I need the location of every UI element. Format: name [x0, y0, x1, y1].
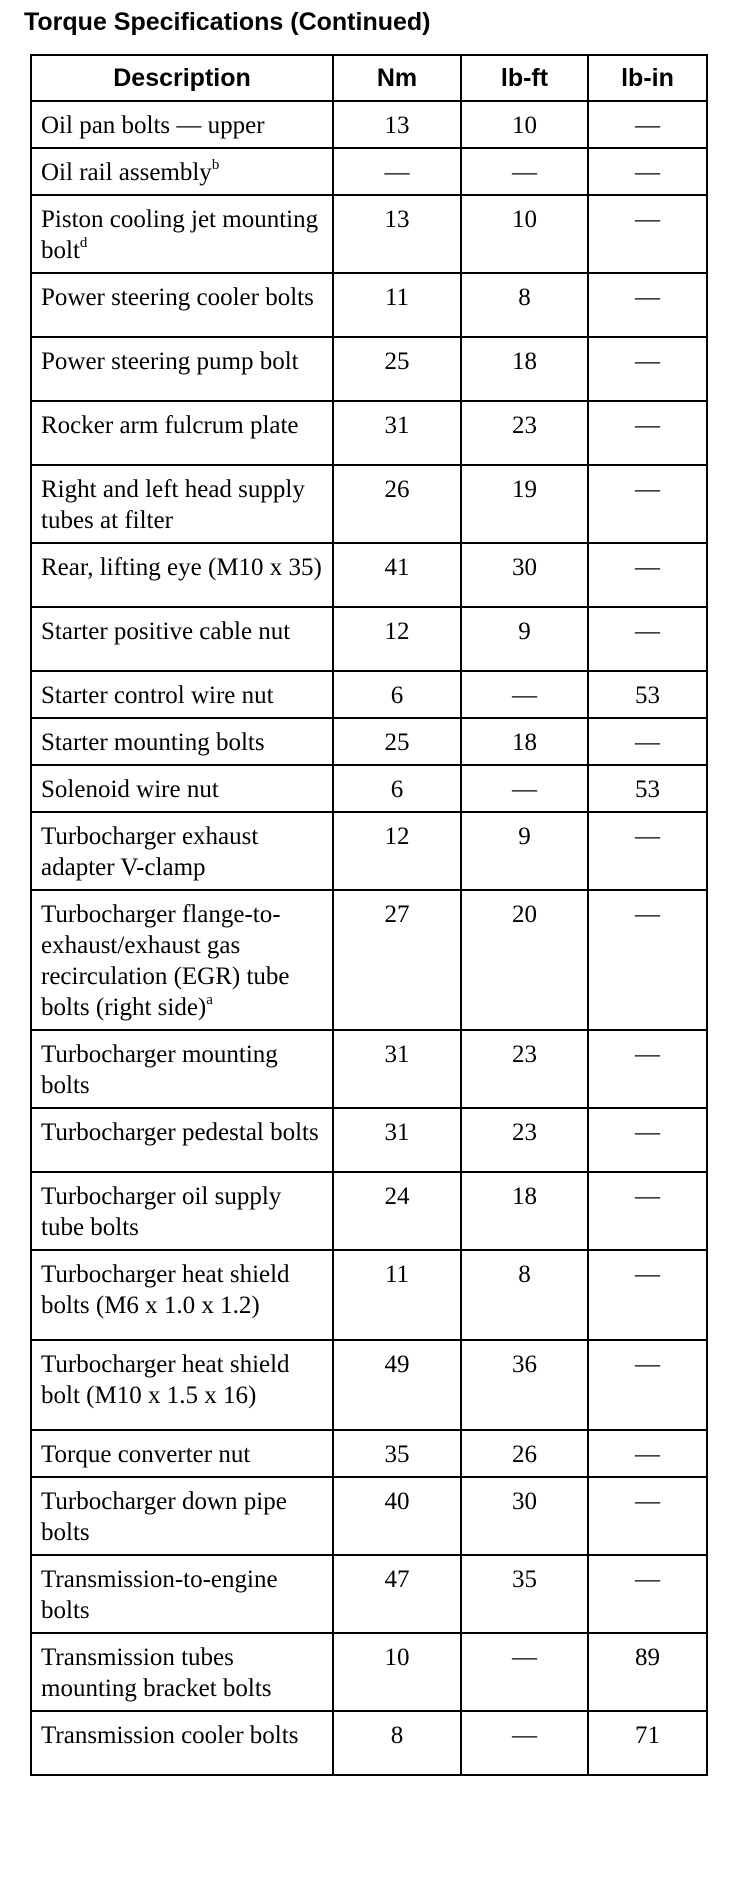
cell-lb-ft: 8: [461, 273, 588, 337]
description-text: Rear, lifting eye (M10 x 35): [41, 554, 322, 581]
cell-lb-ft: 9: [461, 607, 588, 671]
table-row: [31, 671, 707, 718]
description-text: Solenoid wire nut: [41, 776, 219, 803]
cell-lb-ft: —: [461, 1711, 588, 1775]
cell-lb-in: 53: [588, 765, 707, 812]
description-text: Starter positive cable nut: [41, 618, 291, 645]
cell-nm: 25: [333, 337, 461, 401]
description-text: Turbocharger mounting bolts: [41, 1041, 278, 1099]
cell-lb-in: —: [588, 1430, 707, 1477]
cell-lb-in: —: [588, 1030, 707, 1108]
cell-lb-in: —: [588, 1250, 707, 1340]
cell-lb-in: —: [588, 1477, 707, 1555]
cell-lb-ft: 35: [461, 1555, 588, 1633]
description-text: Oil rail assembly: [41, 159, 212, 186]
table-body: [31, 101, 707, 1775]
cell-lb-ft: 30: [461, 1477, 588, 1555]
cell-lb-ft: 10: [461, 195, 588, 273]
cell-nm: 24: [333, 1172, 461, 1250]
table-row: [31, 543, 707, 607]
table-row: [31, 812, 707, 890]
table-row: [31, 148, 707, 195]
description-text: Turbocharger down pipe bolts: [41, 1488, 287, 1546]
cell-description: [31, 337, 333, 401]
cell-lb-ft: 30: [461, 543, 588, 607]
table-row: [31, 1430, 707, 1477]
cell-nm: 27: [333, 890, 461, 1030]
description-text: Power steering cooler bolts: [41, 284, 314, 311]
cell-description: [31, 1108, 333, 1172]
cell-lb-in: —: [588, 812, 707, 890]
table-row: [31, 1172, 707, 1250]
cell-lb-ft: 26: [461, 1430, 588, 1477]
cell-nm: 8: [333, 1711, 461, 1775]
cell-nm: 31: [333, 1108, 461, 1172]
cell-description: [31, 718, 333, 765]
cell-lb-ft: 36: [461, 1340, 588, 1430]
cell-lb-in: —: [588, 195, 707, 273]
description-text: Rocker arm fulcrum plate: [41, 412, 299, 439]
cell-description: [31, 1633, 333, 1711]
description-text: Piston cooling jet mounting bolt: [41, 206, 319, 264]
description-text: Turbocharger heat shield bolts (M6 x 1.0 x 1.2): [41, 1261, 290, 1319]
cell-description: [31, 1711, 333, 1775]
description-text: Transmission cooler bolts: [41, 1722, 299, 1749]
cell-description: [31, 273, 333, 337]
description-text: Turbocharger oil supply tube bolts: [41, 1183, 282, 1241]
cell-description: [31, 543, 333, 607]
cell-lb-ft: 18: [461, 1172, 588, 1250]
cell-nm: 40: [333, 1477, 461, 1555]
cell-lb-ft: 18: [461, 718, 588, 765]
cell-description: [31, 1430, 333, 1477]
cell-nm: 13: [333, 195, 461, 273]
cell-nm: 47: [333, 1555, 461, 1633]
description-text: Turbocharger pedestal bolts: [41, 1119, 319, 1146]
cell-nm: 41: [333, 543, 461, 607]
cell-lb-ft: 20: [461, 890, 588, 1030]
cell-description: [31, 890, 333, 1030]
cell-lb-ft: 8: [461, 1250, 588, 1340]
header-lb-in: lb-in: [588, 55, 707, 101]
cell-lb-in: —: [588, 401, 707, 465]
cell-description: [31, 812, 333, 890]
table-row: [31, 718, 707, 765]
header-lb-ft: lb-ft: [461, 55, 588, 101]
table-row: [31, 401, 707, 465]
cell-description: [31, 1555, 333, 1633]
cell-description: [31, 1172, 333, 1250]
cell-lb-ft: 19: [461, 465, 588, 543]
description-text: Right and left head supply tubes at filter: [41, 476, 305, 534]
cell-description: [31, 1477, 333, 1555]
cell-lb-ft: 23: [461, 1030, 588, 1108]
description-text: Starter control wire nut: [41, 682, 274, 709]
table-row: [31, 1477, 707, 1555]
cell-lb-in: —: [588, 543, 707, 607]
table-row: [31, 1108, 707, 1172]
cell-lb-ft: —: [461, 765, 588, 812]
cell-nm: 12: [333, 812, 461, 890]
cell-lb-in: 53: [588, 671, 707, 718]
description-text: Oil pan bolts — upper: [41, 112, 265, 139]
cell-description: [31, 607, 333, 671]
cell-nm: 49: [333, 1340, 461, 1430]
cell-lb-in: —: [588, 718, 707, 765]
table-row: [31, 765, 707, 812]
table-row: [31, 890, 707, 1030]
cell-lb-in: —: [588, 148, 707, 195]
cell-nm: 35: [333, 1430, 461, 1477]
cell-lb-in: —: [588, 890, 707, 1030]
cell-lb-in: —: [588, 1108, 707, 1172]
cell-nm: 26: [333, 465, 461, 543]
table-header-row: [31, 55, 707, 101]
cell-lb-in: —: [588, 1172, 707, 1250]
cell-description: [31, 148, 333, 195]
cell-lb-in: —: [588, 1555, 707, 1633]
footnote-marker: d: [79, 234, 88, 251]
table-row: [31, 465, 707, 543]
cell-lb-ft: 9: [461, 812, 588, 890]
cell-lb-in: —: [588, 337, 707, 401]
cell-description: [31, 1250, 333, 1340]
cell-description: [31, 401, 333, 465]
table-row: [31, 1711, 707, 1775]
table-row: [31, 337, 707, 401]
cell-lb-in: —: [588, 101, 707, 148]
description-text: Torque converter nut: [41, 1441, 251, 1468]
cell-lb-in: 71: [588, 1711, 707, 1775]
cell-lb-ft: 23: [461, 1108, 588, 1172]
table-row: [31, 101, 707, 148]
cell-description: [31, 101, 333, 148]
cell-lb-ft: 23: [461, 401, 588, 465]
cell-lb-ft: 18: [461, 337, 588, 401]
cell-lb-in: 89: [588, 1633, 707, 1711]
cell-nm: 31: [333, 401, 461, 465]
description-text: Transmission-to-engine bolts: [41, 1566, 278, 1624]
table-row: [31, 1555, 707, 1633]
cell-lb-ft: —: [461, 148, 588, 195]
header-description: Description: [31, 55, 333, 101]
cell-description: [31, 465, 333, 543]
torque-spec-table: [30, 54, 708, 1776]
cell-lb-in: —: [588, 273, 707, 337]
footnote-marker: b: [211, 156, 220, 173]
description-text: Transmission tubes mounting bracket bolts: [41, 1644, 272, 1702]
cell-nm: 25: [333, 718, 461, 765]
table-row: [31, 1250, 707, 1340]
cell-nm: 13: [333, 101, 461, 148]
cell-description: [31, 765, 333, 812]
cell-description: [31, 195, 333, 273]
description-text: Power steering pump bolt: [41, 348, 299, 375]
footnote-marker: a: [206, 991, 213, 1008]
description-text: Turbocharger heat shield bolt (M10 x 1.5 x 16): [41, 1351, 290, 1409]
cell-nm: 31: [333, 1030, 461, 1108]
table-row: [31, 1633, 707, 1711]
header-nm: Nm: [333, 55, 461, 101]
description-text: Starter mounting bolts: [41, 729, 265, 756]
description-text: Turbocharger exhaust adapter V-clamp: [41, 823, 259, 881]
cell-lb-in: —: [588, 607, 707, 671]
cell-nm: 11: [333, 1250, 461, 1340]
table-row: [31, 195, 707, 273]
table-row: [31, 1340, 707, 1430]
cell-nm: 10: [333, 1633, 461, 1711]
cell-nm: 6: [333, 671, 461, 718]
cell-lb-ft: —: [461, 1633, 588, 1711]
cell-nm: —: [333, 148, 461, 195]
cell-lb-in: —: [588, 1340, 707, 1430]
cell-nm: 6: [333, 765, 461, 812]
cell-lb-ft: 10: [461, 101, 588, 148]
cell-nm: 11: [333, 273, 461, 337]
description-text: Turbocharger flange-to-exhaust/exhaust gas recirculation (EGR) tube bolts (right side): [41, 901, 290, 1021]
table-row: [31, 1030, 707, 1108]
table-row: [31, 273, 707, 337]
cell-nm: 12: [333, 607, 461, 671]
cell-description: [31, 671, 333, 718]
cell-description: [31, 1340, 333, 1430]
cell-lb-ft: —: [461, 671, 588, 718]
cell-lb-in: —: [588, 465, 707, 543]
page-title: Torque Specifications (Continued): [24, 8, 431, 36]
table-row: [31, 607, 707, 671]
cell-description: [31, 1030, 333, 1108]
